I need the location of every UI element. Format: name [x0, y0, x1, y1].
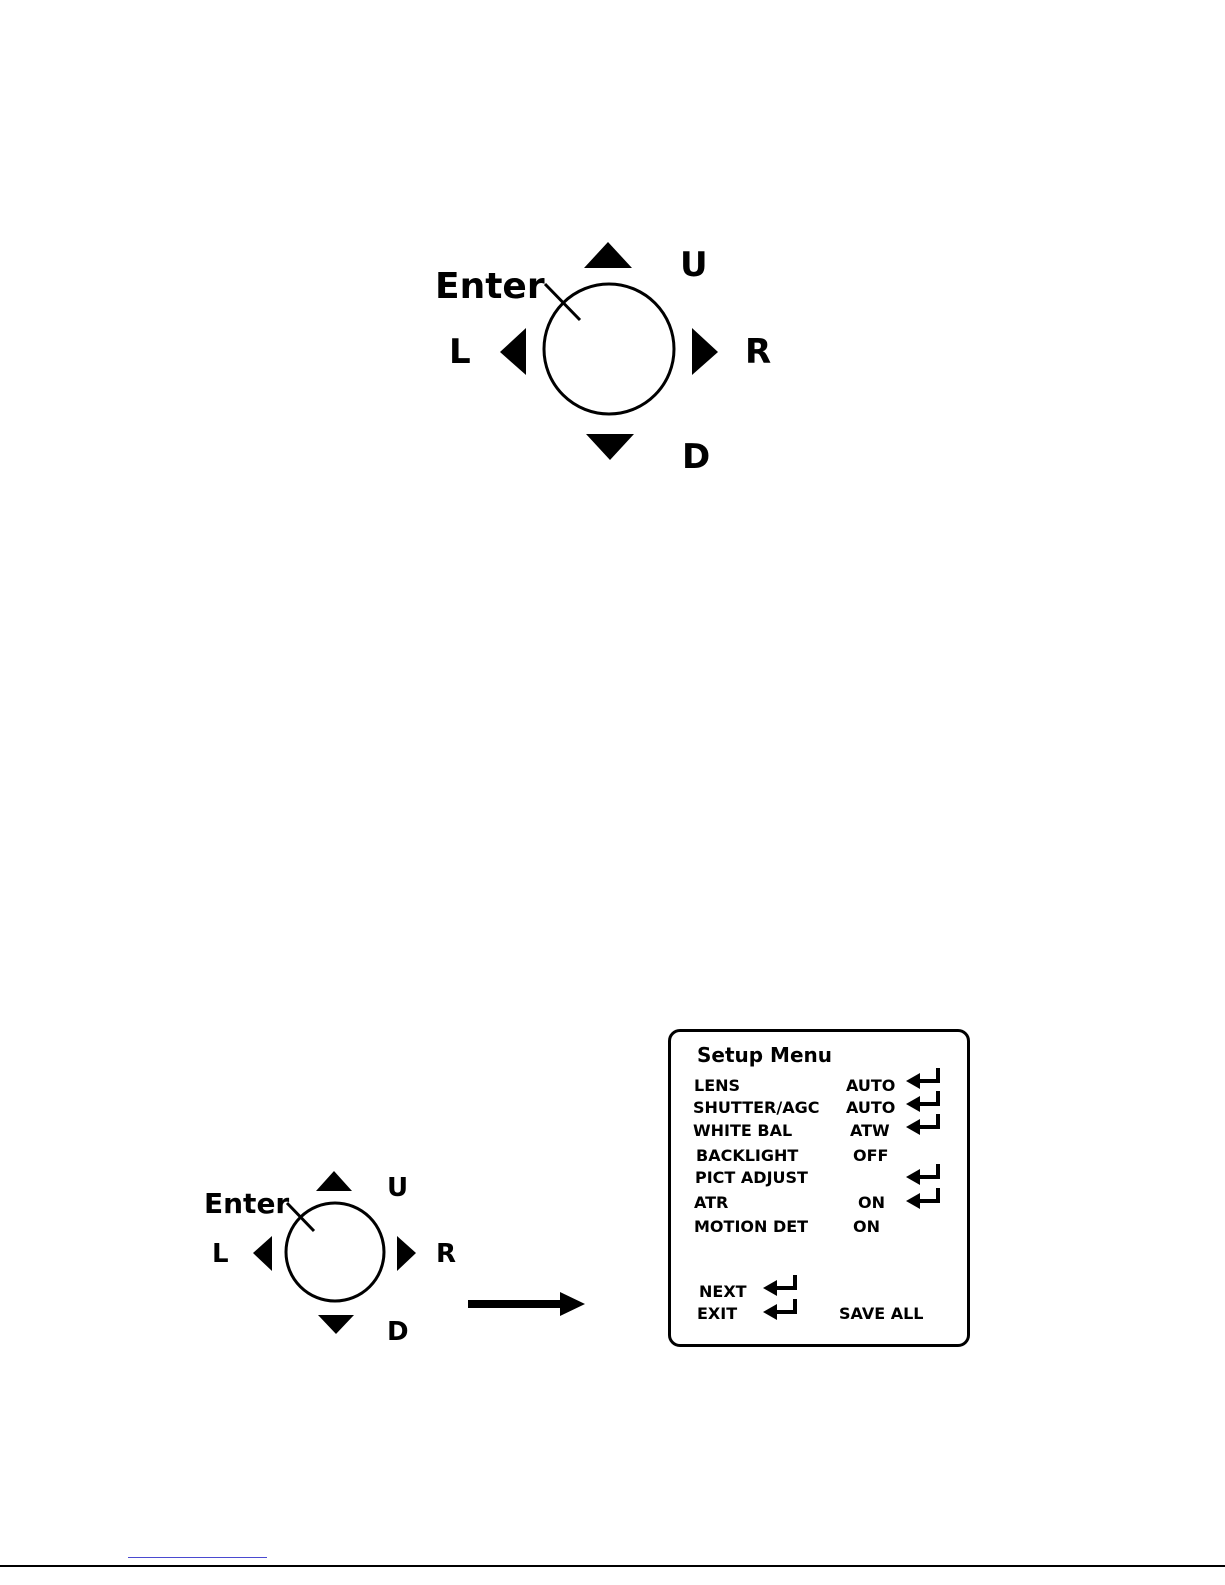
enter-leader-line-top — [545, 284, 580, 320]
up-label-top: U — [680, 245, 708, 285]
keypad-bottom — [204, 1171, 456, 1347]
menu-item-pict-adjust-label[interactable]: PICT ADJUST — [695, 1168, 808, 1187]
footer-rule — [0, 1565, 1225, 1567]
menu-title: Setup Menu — [697, 1043, 832, 1067]
keypad-top — [435, 242, 771, 477]
return-arrow-icon — [763, 1275, 799, 1301]
menu-item-atr-value: ON — [858, 1193, 885, 1212]
return-arrow-icon — [906, 1164, 942, 1190]
menu-item-lens-value: AUTO — [846, 1076, 896, 1095]
footnote-link-underline — [128, 1557, 267, 1558]
menu-item-shutter-agc-value: AUTO — [846, 1098, 896, 1117]
right-label-top: R — [745, 332, 772, 372]
enter-leader-line-bottom — [287, 1203, 314, 1231]
right-arrow-icon — [468, 1292, 585, 1316]
left-arrow-icon-top[interactable] — [500, 328, 526, 375]
down-arrow-icon-bottom[interactable] — [318, 1315, 354, 1334]
enter-label-bottom: Enter — [204, 1187, 290, 1220]
return-arrow-icon — [906, 1114, 942, 1140]
return-arrow-icon — [906, 1188, 942, 1214]
menu-exit[interactable]: EXIT — [697, 1304, 738, 1323]
menu-save-all[interactable]: SAVE ALL — [839, 1304, 924, 1323]
menu-item-lens-label[interactable]: LENS — [694, 1076, 741, 1095]
return-arrow-icon — [763, 1299, 799, 1325]
menu-item-white-bal-label[interactable]: WHITE BAL — [693, 1121, 793, 1140]
up-arrow-icon-bottom[interactable] — [316, 1171, 352, 1191]
right-arrow-icon-bottom[interactable] — [397, 1236, 416, 1271]
menu-next[interactable]: NEXT — [699, 1282, 747, 1301]
left-label-bottom: L — [212, 1239, 229, 1269]
menu-item-motion-det-label[interactable]: MOTION DET — [694, 1217, 809, 1236]
menu-item-backlight-value: OFF — [853, 1146, 889, 1165]
up-arrow-icon-top[interactable] — [584, 242, 632, 268]
left-arrow-icon-bottom[interactable] — [253, 1236, 272, 1271]
down-label-top: D — [682, 437, 711, 477]
up-label-bottom: U — [387, 1173, 409, 1203]
down-arrow-icon-top[interactable] — [586, 434, 634, 460]
menu-item-white-bal-value: ATW — [850, 1121, 890, 1140]
menu-item-shutter-agc-label[interactable]: SHUTTER/AGC — [693, 1098, 820, 1117]
menu-item-atr-label[interactable]: ATR — [694, 1193, 729, 1212]
right-label-bottom: R — [436, 1239, 457, 1269]
enter-label-top: Enter — [435, 266, 545, 307]
down-label-bottom: D — [387, 1317, 409, 1347]
menu-item-backlight-label[interactable]: BACKLIGHT — [696, 1146, 799, 1165]
menu-item-motion-det-value: ON — [853, 1217, 880, 1236]
right-arrow-icon-top[interactable] — [692, 328, 718, 375]
left-label-top: L — [449, 332, 471, 372]
